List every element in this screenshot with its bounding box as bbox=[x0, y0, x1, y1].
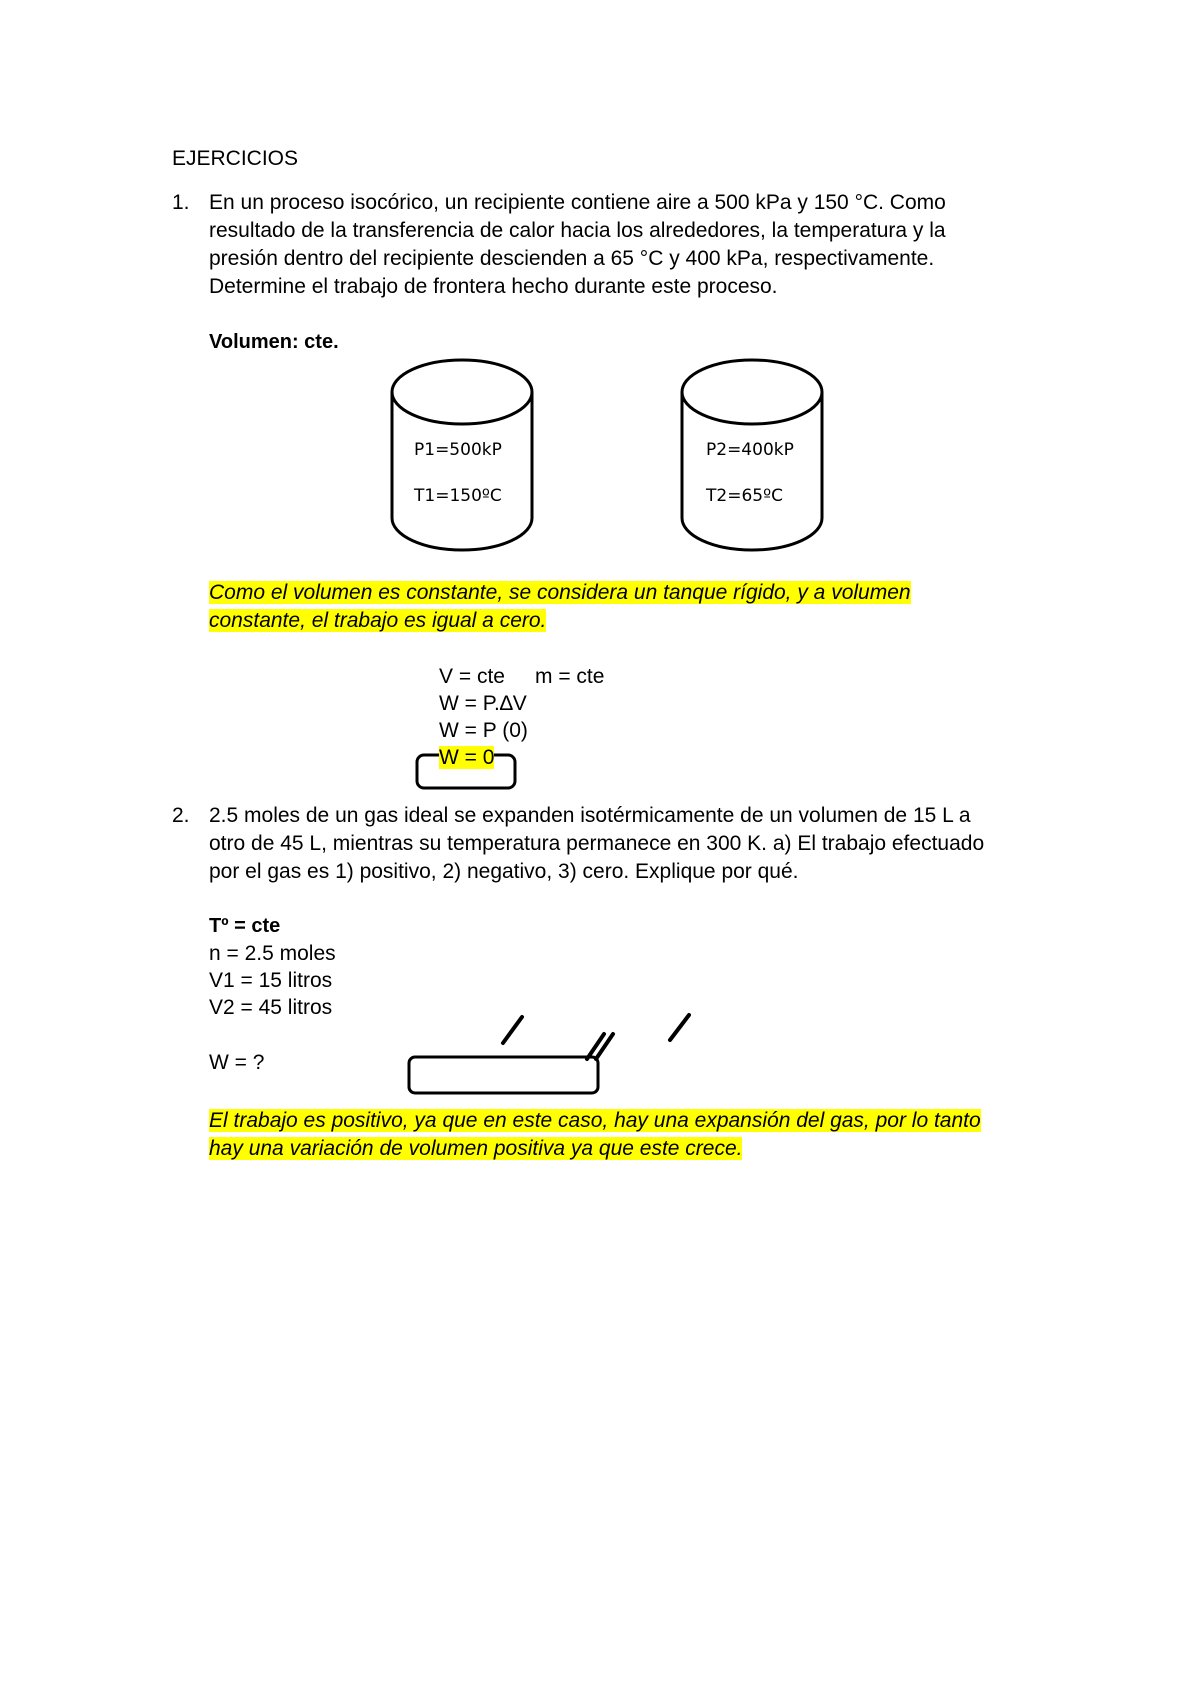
tank-2-pressure: P2=400kP bbox=[706, 440, 794, 460]
page-heading: EJERCICIOS bbox=[172, 147, 299, 170]
ex2-number: 2. bbox=[172, 804, 190, 827]
eq-volume-constant: V = cte bbox=[439, 665, 505, 688]
slash-marks bbox=[503, 1015, 689, 1059]
volume-label: Volumen: cte. bbox=[209, 331, 339, 353]
eq-work-result: W = 0 bbox=[439, 746, 495, 769]
ex2-work-unknown: W = ? bbox=[209, 1051, 265, 1074]
ex1-line-2: resultado de la transferencia de calor hacia los alrededores, la temperatura y la bbox=[209, 219, 946, 242]
tank-1-temperature: T1=150ºC bbox=[414, 486, 502, 506]
ex1-line-3: presión dentro del recipiente descienden a 65 °C y 400 kPa, respectivamente. bbox=[209, 247, 935, 270]
eq-work-formula: W = P.∆V bbox=[439, 692, 527, 715]
ex2-line-3: por el gas es 1) positivo, 2) negativo, 3) cero. Explique por qué. bbox=[209, 860, 799, 883]
ex2-answer-line-2: hay una variación de volumen positiva ya que este crece. bbox=[209, 1137, 743, 1160]
ex2-line-2: otro de 45 L, mientras su temperatura permanece en 300 K. a) El trabajo efectuado bbox=[209, 832, 985, 855]
temperature-label: Tº = cte bbox=[209, 915, 281, 937]
ex1-answer-line-1: Como el volumen es constante, se considera un tanque rígido, y a volumen bbox=[209, 581, 911, 604]
answer-box-2 bbox=[409, 1057, 598, 1093]
eq-work-substituted: W = P (0) bbox=[439, 719, 528, 742]
ex1-number: 1. bbox=[172, 191, 190, 214]
eq-mass-constant: m = cte bbox=[535, 665, 605, 688]
ex1-answer-line-2: constante, el trabajo es igual a cero. bbox=[209, 609, 547, 632]
ex2-data-moles: n = 2.5 moles bbox=[209, 942, 336, 965]
ex2-data-v2: V2 = 45 litros bbox=[209, 996, 333, 1019]
ex2-data-v1: V1 = 15 litros bbox=[209, 969, 333, 992]
tank-1-pressure: P1=500kP bbox=[414, 440, 502, 460]
ex2-line-1: 2.5 moles de un gas ideal se expanden isotérmicamente de un volumen de 15 L a bbox=[209, 804, 971, 827]
ex2-answer-line-1: El trabajo es positivo, ya que en este caso, hay una expansión del gas, por lo tanto bbox=[209, 1109, 981, 1132]
tank-2-temperature: T2=65ºC bbox=[706, 486, 783, 506]
ex1-line-4: Determine el trabajo de frontera hecho durante este proceso. bbox=[209, 275, 778, 298]
ex1-line-1: En un proceso isocórico, un recipiente contiene aire a 500 kPa y 150 °C. Como bbox=[209, 191, 946, 214]
